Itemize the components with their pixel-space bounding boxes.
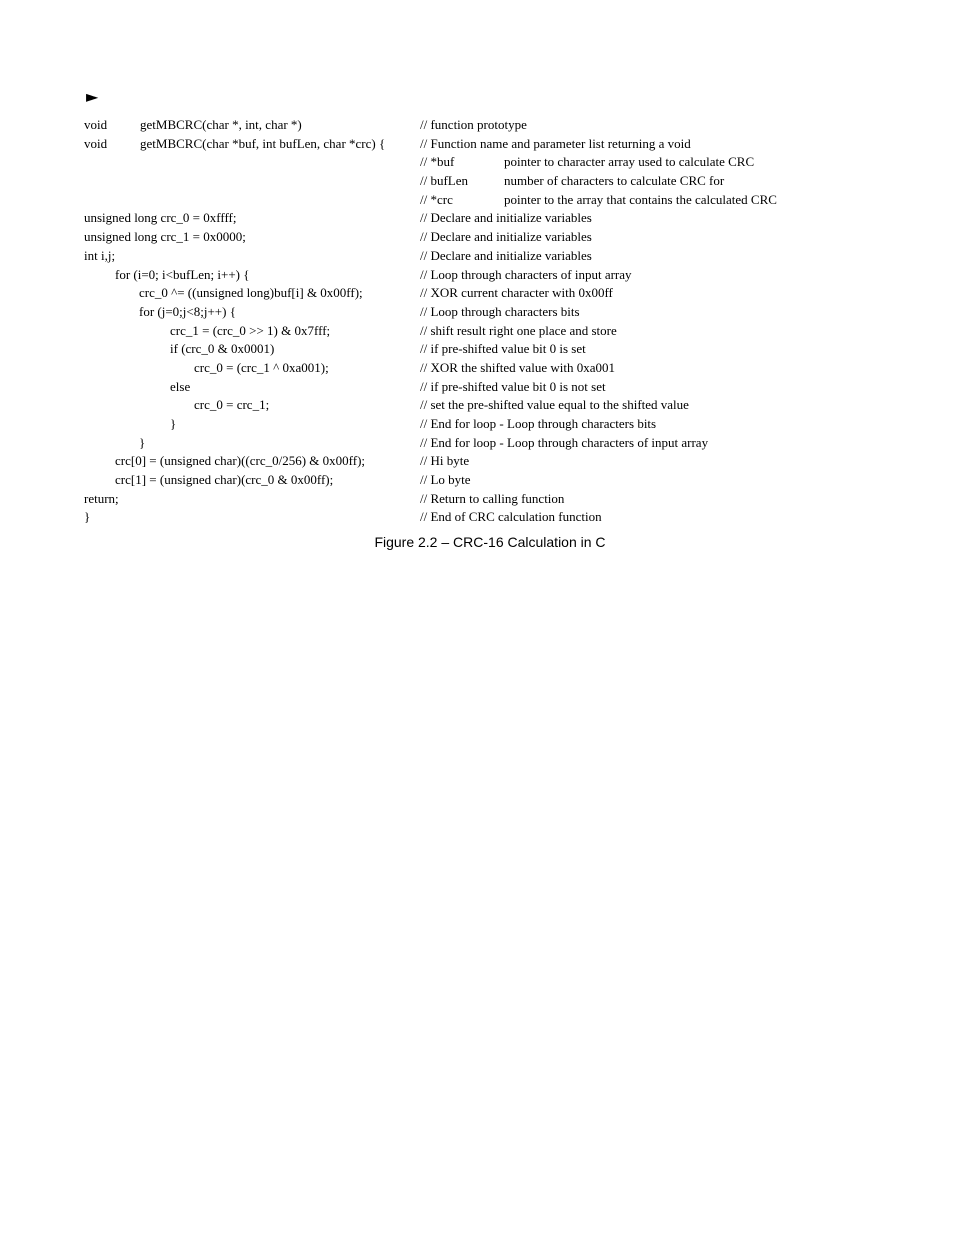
code-text: crc_1 = (crc_0 >> 1) & 0x7fff; (170, 322, 331, 338)
code-text: return; (84, 490, 119, 506)
code-line (84, 471, 924, 490)
code-line (84, 452, 924, 471)
code-text: if (crc_0 & 0x0001) (170, 341, 275, 357)
code-comment-description: pointer to character array used to calculate CRC (504, 154, 755, 170)
code-line (84, 490, 924, 509)
code-text: void (84, 117, 108, 132)
code-line (84, 172, 924, 191)
code-text: for (j=0;j<8;j++) { (139, 303, 236, 319)
code-line (84, 378, 924, 397)
code-text: unsigned long crc_1 = 0x0000; (84, 229, 246, 245)
code-comment: // Function name and parameter list returning a void (420, 135, 691, 151)
code-comment: // set the pre-shifted value equal to the shifted value (420, 397, 689, 413)
code-comment: // XOR the shifted value with 0xa001 (420, 359, 615, 375)
code-comment: // Hi byte (420, 453, 470, 469)
code-comment: // End for loop - Loop through characters of input array (420, 434, 709, 450)
code-text: crc[0] = (unsigned char)((crc_0/256) & 0x00ff); (115, 453, 366, 469)
code-text: } (139, 434, 146, 450)
code-comment: // Loop through characters bits (420, 303, 580, 319)
code-text: int i,j; (84, 247, 116, 263)
code-line (84, 191, 924, 210)
bullet-marker-icon: ► (86, 87, 99, 106)
code-comment: // Declare and initialize variables (420, 247, 592, 263)
code-comment: // shift result right one place and store (420, 322, 617, 338)
code-comment: // Declare and initialize variables (420, 210, 592, 226)
code-comment-description: pointer to the array that contains the calculated CRC (504, 191, 777, 207)
code-text: for (i=0; i<bufLen; i++) { (115, 266, 250, 282)
code-line (84, 266, 924, 285)
code-listing (84, 116, 924, 527)
code-line (84, 322, 924, 341)
code-comment: // Return to calling function (420, 490, 565, 506)
figure-caption: Figure 2.2 – CRC-16 Calculation in C (374, 534, 606, 550)
code-text-secondary: getMBCRC(char *buf, int bufLen, char *crc) { (140, 135, 386, 151)
code-line (84, 340, 924, 359)
code-comment: // *crc (420, 191, 453, 207)
code-line (84, 434, 924, 453)
code-comment: // End for loop - Loop through characters bits (420, 416, 657, 431)
code-comment: // Lo byte (420, 472, 471, 488)
code-line (84, 135, 924, 154)
code-text-secondary: getMBCRC(char *, int, char *) (140, 117, 302, 132)
code-text: crc_0 = (crc_1 ^ 0xa001); (194, 359, 329, 375)
code-comment-description: number of characters to calculate CRC for (504, 173, 725, 189)
code-line (84, 415, 924, 434)
code-line (84, 303, 924, 322)
code-text: } (170, 416, 177, 431)
code-comment: // bufLen (420, 173, 469, 189)
code-line (84, 247, 924, 266)
code-line (84, 116, 924, 135)
code-line (84, 153, 924, 172)
code-comment: // if pre-shifted value bit 0 is set (420, 341, 586, 357)
code-line (84, 359, 924, 378)
code-line (84, 508, 924, 527)
code-comment: // if pre-shifted value bit 0 is not set (420, 378, 606, 394)
code-text: void (84, 135, 108, 151)
code-line (84, 209, 924, 228)
code-text: crc_0 = crc_1; (194, 397, 270, 413)
code-text: unsigned long crc_0 = 0xffff; (84, 210, 237, 226)
code-text: else (170, 378, 191, 394)
code-comment: // function prototype (420, 117, 527, 132)
code-text: } (84, 509, 91, 525)
code-line (84, 284, 924, 303)
code-comment: // *buf (420, 154, 455, 170)
code-line (84, 228, 924, 247)
code-comment: // End of CRC calculation function (420, 509, 602, 525)
code-comment: // XOR current character with 0x00ff (420, 285, 613, 301)
code-text: crc_0 ^= ((unsigned long)buf[i] & 0x00ff); (139, 285, 363, 301)
code-comment: // Declare and initialize variables (420, 229, 592, 245)
code-comment: // Loop through characters of input array (420, 266, 632, 282)
code-line (84, 396, 924, 415)
code-text: crc[1] = (unsigned char)(crc_0 & 0x00ff); (115, 472, 334, 488)
